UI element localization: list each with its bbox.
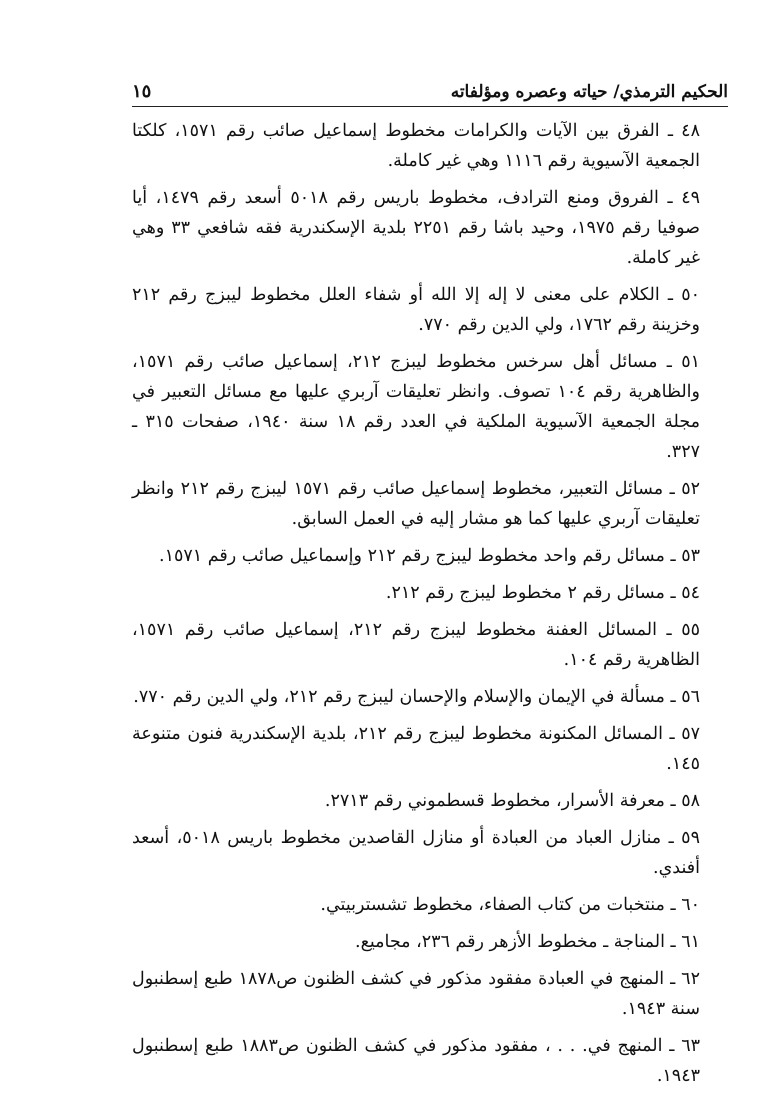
bibliography-entry-63: ٦٣ ـ المنهج في. . . ، مفقود مذكور في كشف الظنون ص١٨٨٣ طبع إسطنبول ١٩٤٣. <box>132 1036 700 1086</box>
running-head <box>132 70 728 102</box>
bibliography-entry-55: ٥٥ ـ المسائل العفنة مخطوط ليبزج رقم ٢١٢، إسماعيل صائب رقم ١٥٧١، الظاهرية رقم ١٠٤. <box>132 620 700 670</box>
bibliography-entry-52: ٥٢ ـ مسائل التعبير، مخطوط إسماعيل صائب رقم ١٥٧١ ليبزج رقم ٢١٢ وانظر تعليقات آربري عليها كما هو مشار إليه في العمل السابق. <box>132 479 701 529</box>
bibliography-entry-56: ٥٦ ـ مسألة في الإيمان والإسلام والإحسان ليبزج رقم ٢١٢، ولي الدين رقم ٧٧٠. <box>133 687 700 707</box>
bibliography-entry-59: ٥٩ ـ منازل العباد من العبادة أو منازل القاصدين مخطوط باريس ٥٠١٨، أسعد أفندي. <box>132 828 700 878</box>
bibliography-entry-62: ٦٢ ـ المنهج في العبادة مفقود مذكور في كشف الظنون ص١٨٧٨ طبع إسطنبول سنة ١٩٤٣. <box>132 969 700 1019</box>
bibliography-entry-50: ٥٠ ـ الكلام على معنى لا إله إلا الله أو شفاء العلل مخطوط ليبزج رقم ٢١٢ وخزينة رقم ١٧٦٢، ولي الدين رقم ٧٧٠. <box>132 285 700 335</box>
header-rule <box>132 106 728 107</box>
bibliography-list <box>132 116 728 1098</box>
bibliography-entry-53: ٥٣ ـ مسائل رقم واحد مخطوط ليبزج رقم ٢١٢ وإسماعيل صائب رقم ١٥٧١. <box>159 546 700 566</box>
bibliography-entry-61: ٦١ ـ المناجة ـ مخطوط الأزهر رقم ٢٣٦، مجاميع. <box>355 932 700 952</box>
bibliography-entry-58: ٥٨ ـ معرفة الأسرار، مخطوط قسطموني رقم ٢٧١٣. <box>324 791 700 811</box>
page-number: ١٥ <box>132 81 152 102</box>
bibliography-entry-48: ٤٨ ـ الفرق بين الآيات والكرامات مخطوط إسماعيل صائب رقم ١٥٧١، كلكتا الجمعية الآسيوية رقم ١١١٦ وهي غير كاملة. <box>132 121 700 171</box>
bibliography-entry-51: ٥١ ـ مسائل أهل سرخس مخطوط ليبزج ٢١٢، إسماعيل صائب رقم ١٥٧١، والظاهرية رقم ١٠٤ تصوف. وانظر تعليقات آربري عليها مع مسائل التعبير في مجلة الجمعية الآسيوية الملكية في العدد رقم ١٨ سنة ١٩٤٠، صفحات ٣١٥ ـ ٣٢٧. <box>132 352 701 462</box>
bibliography-entry-49: ٤٩ ـ الفروق ومنع الترادف، مخطوط باريس رقم ٥٠١٨ أسعد رقم ١٤٧٩، أيا صوفيا رقم ١٩٧٥، وحيد باشا رقم ٢٢٥١ بلدية الإسكندرية فقه شافعي ٣٣ وهي غير كاملة. <box>132 188 701 268</box>
bibliography-entry-60: ٦٠ ـ منتخبات من كتاب الصفاء، مخطوط تشستربيتي. <box>320 895 700 915</box>
bibliography-entry-54: ٥٤ ـ مسائل رقم ٢ مخطوط ليبزج رقم ٢١٢. <box>385 583 700 603</box>
running-head-title: الحكيم الترمذي/ حياته وعصره ومؤلفاته <box>450 82 728 102</box>
bibliography-entry-57: ٥٧ ـ المسائل المكنونة مخطوط ليبزج رقم ٢١٢، بلدية الإسكندرية فنون متنوعة ١٤٥. <box>132 724 700 774</box>
